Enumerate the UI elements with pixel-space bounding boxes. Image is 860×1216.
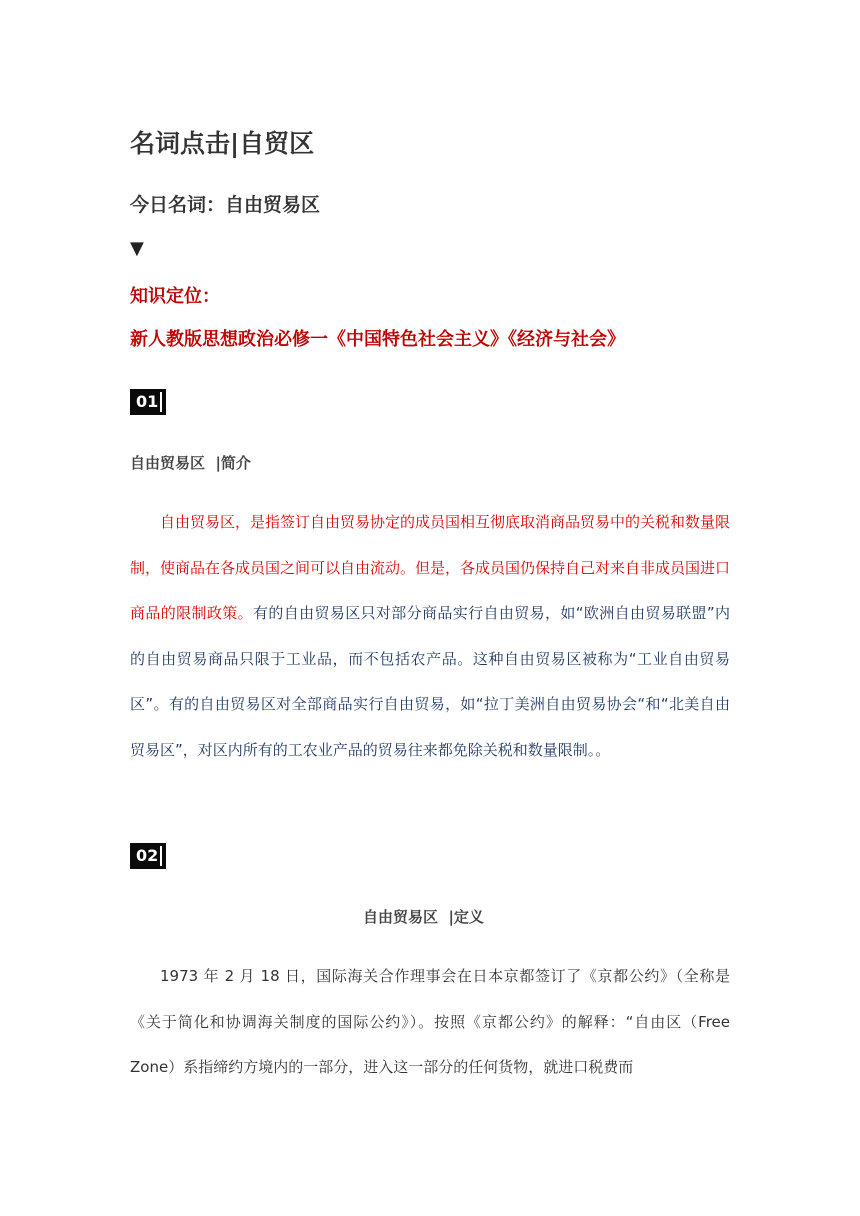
today-term-heading: 今日名词：自由贸易区: [130, 194, 321, 216]
page-title: 名词点击|自贸区: [130, 129, 315, 158]
section-heading: 自由贸易区 |简介: [130, 454, 251, 472]
badge-divider: [160, 392, 162, 412]
knowledge-position-text: 新人教版思想政治必修一《中国特色社会主义》《经济与社会》: [130, 329, 625, 350]
section-heading: 自由贸易区 |定义: [363, 908, 484, 926]
knowledge-position-label: 知识定位：: [130, 286, 220, 307]
section-number: 02: [136, 846, 159, 865]
definition-paragraph: 1973 年 2 月 18 日，国际海关合作理事会在日本京都签订了《京都公约》（全称是《关于简化和协调海关制度的国际公约》）。按照《京都公约》的解释：“自由区（Free Zone）系指缔约方境内的一部分，进入这一部分的任何货物，就进口税费而: [130, 967, 730, 1076]
intro-paragraph-highlight: 自由贸易区，是指签订自由贸易协定的成员国相互彻底取消商品贸易中的关税和数量限制，使商品在各成员国之间可以自由流动。但是，各成员国仍保持自己对来自非成员国进口商品的限制政策。: [130, 513, 731, 622]
section-number: 01: [136, 392, 159, 411]
section-number-badge: [130, 843, 166, 869]
badge-divider: [160, 846, 162, 866]
down-triangle-icon: ▼: [130, 238, 144, 259]
intro-paragraph-rest: 有的自由贸易区只对部分商品实行自由贸易，如“欧洲自由贸易联盟”内的自由贸易商品只限于工业品，而不包括农产品。这种自由贸易区被称为“工业自由贸易区”。有的自由贸易区对全部商品实行自由贸易，如“拉丁美洲自由贸易协会“和“北美自由贸易区”，对区内所有的工农业产品的贸易往来都免除关税和数量限制。。: [130, 604, 730, 759]
intro-paragraph: [130, 500, 730, 773]
section-number-badge: [130, 389, 166, 415]
